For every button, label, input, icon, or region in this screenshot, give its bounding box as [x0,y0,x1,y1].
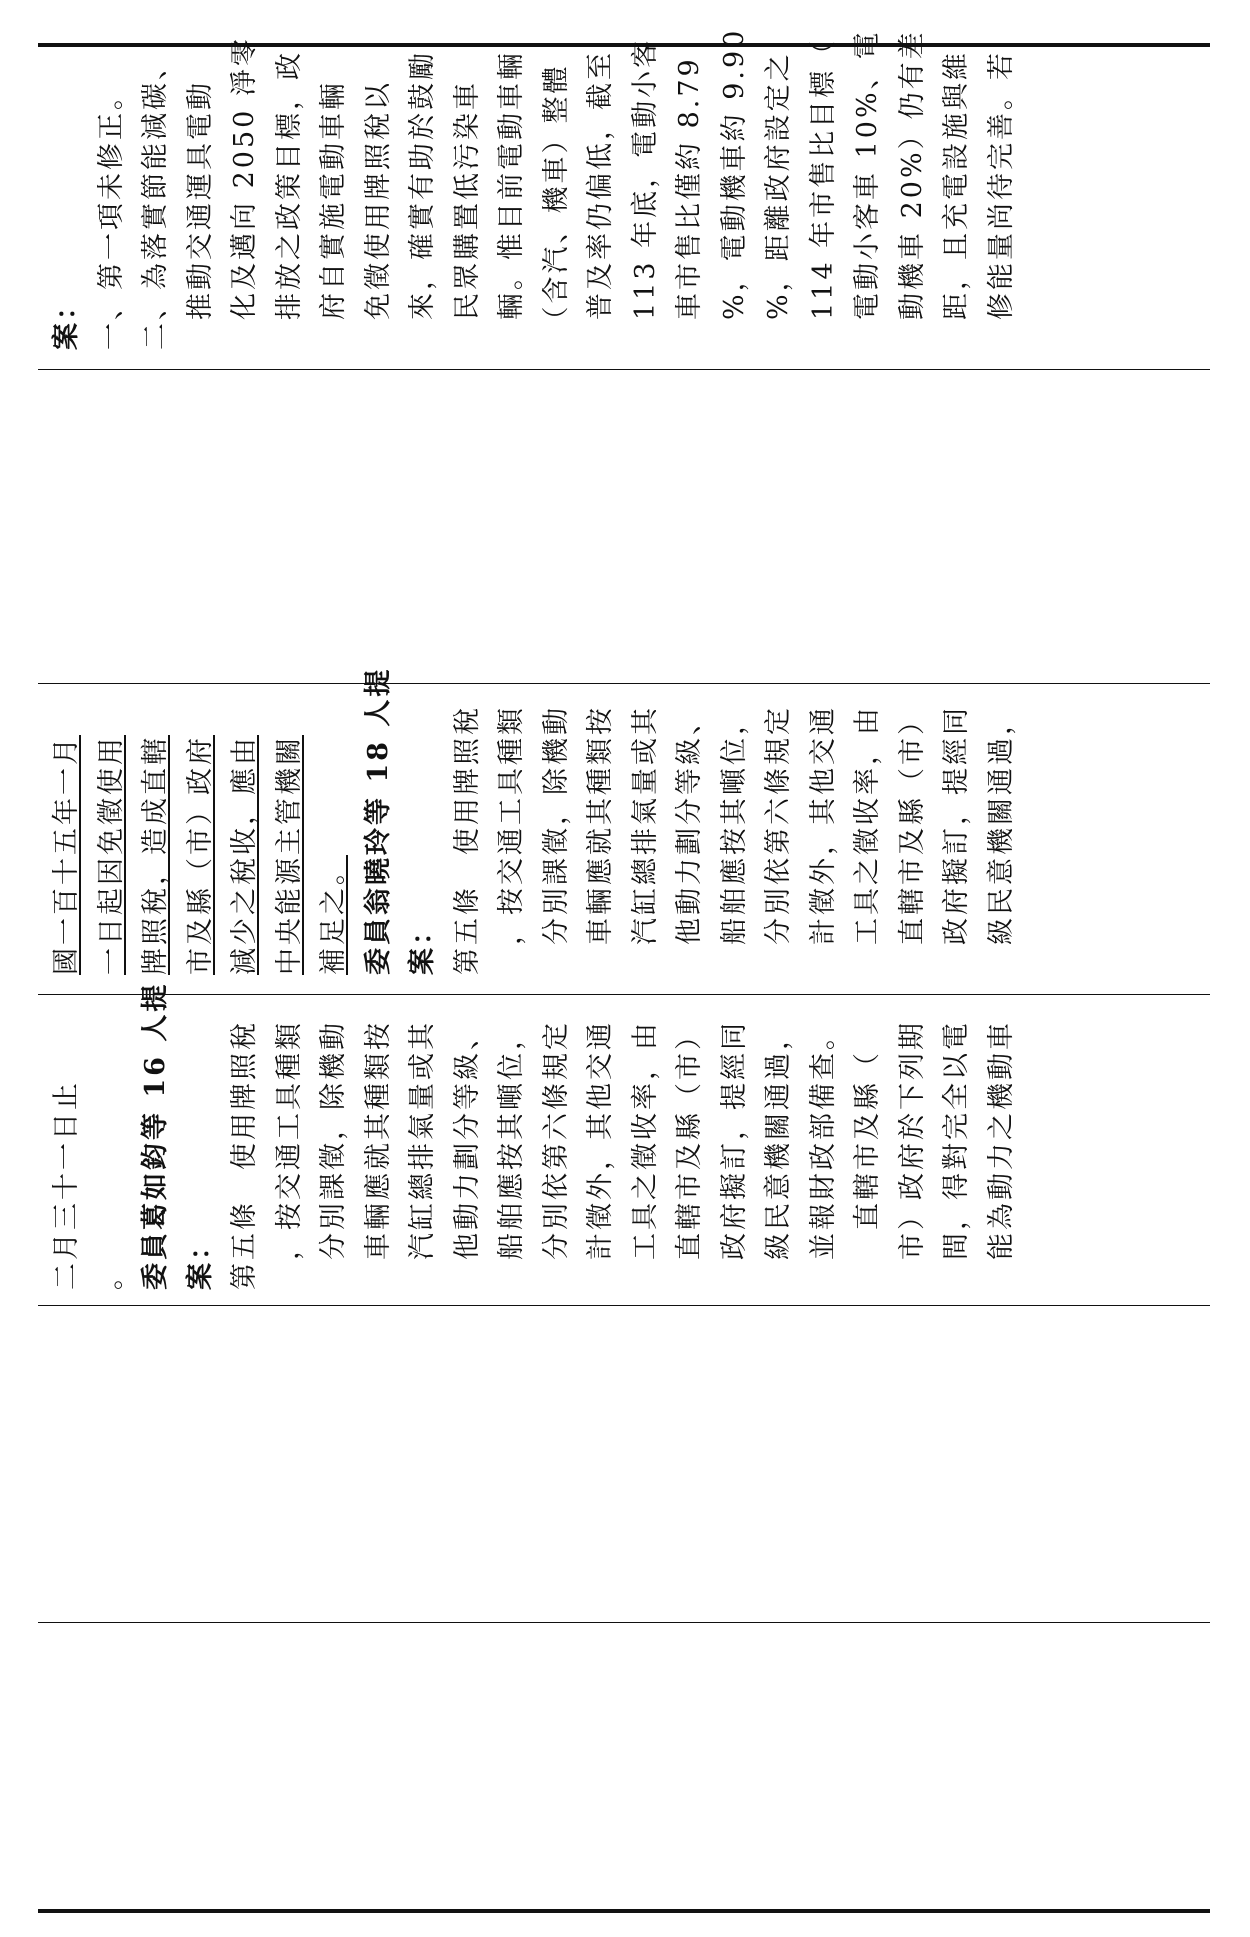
article-line: 車輛應就其種類按 [362,1020,394,1290]
bottom-border [38,1909,1210,1913]
article-line: 級民意機關通過， [985,705,1017,975]
body-line: 動機車 20%）仍有差 [896,29,928,350]
article-line: 工具之徵收率，由 [629,1020,661,1290]
body-line: %，電動機車約 9.90 [718,27,750,350]
article-line: 車輛應就其種類按 [585,705,616,975]
body-line: 114 年市售比目標（ [807,37,839,350]
article-line: 工具之徵收率，由 [852,705,883,975]
article-line: 他動力劃分等級、 [451,1020,483,1290]
amended-line: 牌照稅，造成直轄 [140,735,171,975]
body-line: 距，且充電設施與維 [941,50,972,350]
body-line: （含汽、機車）整體 [540,63,572,350]
body-line: 免徵使用牌照稅以 [362,80,394,350]
body-line: %，距離政府設定之 [763,51,794,350]
article-line: 並報財政部備查。 [807,1020,839,1290]
article-line: 計徵外，其他交通 [807,705,839,975]
amended-line: 中央能源主管機關 [273,735,305,975]
article-line: 分別依第六條規定 [763,705,794,975]
section-low [48,999,1198,1299]
body-line: 113 年底，電動小客 [629,37,661,350]
body-line: 府自實施電動車輛 [318,80,349,350]
article-line: 汽缸總排氣量或其 [407,1020,438,1290]
body-line: 二、為落實節能減碳、 [140,50,171,350]
article-line: 市）政府於下列期 [896,1020,928,1290]
article-line: 級民意機關通過， [763,1020,794,1290]
body-line: 二月三十一日止 [51,1080,82,1290]
article-line: 船舶應按其噸位， [496,1020,527,1290]
body-line: 民眾購置低污染車 [451,80,483,350]
article-line: 船舶應按其噸位， [718,705,750,975]
body-line: 修能量尚待完善。若 [985,50,1017,350]
proposer-heading: 委員翁曉玲等 18 人提 [362,666,394,975]
body-line: 車市售比僅約 8.79 [674,56,705,350]
body-line: 推動交通運具電動 [184,80,216,350]
article-line: 直轄市及縣（ [852,1050,883,1290]
article-line: 間，得對完全以電 [941,1020,972,1290]
body-line: 輛。惟目前電動車輛 [496,50,527,350]
body-line: 化及邁向 2050 淨零 [229,36,260,350]
body-line: 一、第一項未修正。 [95,80,127,350]
amended-line: 補足之。 [318,855,349,975]
article-line: 直轄市及縣（市） [896,705,928,975]
proposer-heading: 委員葛如鈞等 16 人提 [140,981,171,1290]
article-line: ，按交通工具種類 [496,705,527,975]
amended-line: 市及縣（市）政府 [184,735,216,975]
article-line: 政府擬訂，提經同 [718,1020,750,1290]
proposal-label: 案： [184,1230,216,1290]
body-line: 排放之政策目標，政 [273,50,305,350]
article-line: 能為動力之機動車 [985,1020,1017,1290]
article-line: 計徵外，其他交通 [585,1020,616,1290]
article-line: 分別課徵，除機動 [318,1020,349,1290]
article-line: 第五條 使用牌照稅 [451,705,483,975]
article-line: 直轄市及縣（市） [674,1020,705,1290]
article-line: 政府擬訂，提經同 [941,705,972,975]
body-line: 普及率仍偏低，截至 [585,50,616,350]
amended-line: 國一百十五年一月 [51,735,82,975]
proposal-label: 案： [407,915,438,975]
body-line: 來，確實有助於鼓勵 [407,50,438,350]
article-line: 汽缸總排氣量或其 [629,705,661,975]
amended-line: 一日起因免徵使用 [95,735,127,975]
article-line: 他動力劃分等級、 [674,705,705,975]
body-line: 電動小客車 10%、電 [852,29,883,350]
article-line: ，按交通工具種類 [273,1020,305,1290]
proposal-label: 案： [51,290,82,350]
article-line: 分別課徵，除機動 [540,705,572,975]
body-line: 。 [95,1260,127,1290]
article-line: 分別依第六條規定 [540,1020,572,1290]
article-line: 第五條 使用牌照稅 [229,1020,260,1290]
amended-line: 減少之稅收，應由 [229,735,260,975]
